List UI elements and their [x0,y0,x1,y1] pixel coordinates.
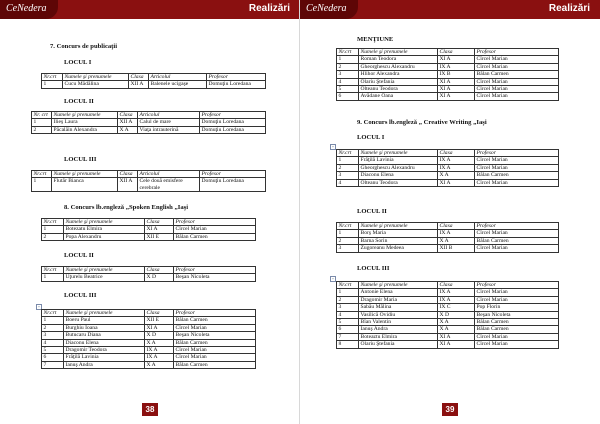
table-cell: Bălan Carmen [475,237,559,244]
table-cell: Bălan Carmen [475,71,559,78]
table-row [337,326,559,333]
table-cell: 6 [42,354,64,361]
results-table [41,73,266,89]
table-cell: Cîrcel Marian [475,341,559,348]
table-cell: XII E [145,317,174,324]
brand-logo [300,0,358,19]
table-cell: Cîrcel Marian [475,78,559,85]
table-row [32,126,266,133]
table-cell: IX A [438,289,475,296]
table-cell: IX B [438,71,475,78]
table-cell: Cîrcel Marian [475,86,559,93]
table-row [337,71,559,78]
table-cell: Cîrcel Marian [475,296,559,303]
table-cell: XII A [118,178,138,192]
table-cell: 1 [337,230,359,237]
table-cell: Bălan Carmen [174,233,256,240]
column-header: Nr. crt [32,112,52,119]
table-cell: Bîan Valentin [359,319,438,326]
results-table [31,170,266,192]
table-header-row [32,112,266,119]
table-cell: Bălan Carmen [475,319,559,326]
table-header-row [42,219,256,226]
table-cell: X A [145,361,174,368]
table-cell: X D [145,274,174,281]
table-cell: Frăţilă Lavinia [359,157,438,164]
table-cell: Ilieş Laura [52,119,118,126]
table-cell: Cîrcel Marian [475,333,559,340]
table-cell: IX C [438,304,475,311]
table-row [337,86,559,93]
table-cell: IX A [438,296,475,303]
table-cell: Cîrcel Marian [475,157,559,164]
table-cell: Cîrcel Marian [475,245,559,252]
left-page-header [0,0,300,19]
table-cell: 3 [337,172,359,179]
table-cell: XI A [438,86,475,93]
results-table [336,149,559,187]
table-cell: 2 [337,63,359,70]
table-cell: Dragomir Teodora [64,347,145,354]
table-cell: Domuţiu Loredana [200,178,266,192]
table-cell: Cîrcel Marian [475,289,559,296]
table-cell: XII B [438,245,475,252]
column-header: Articolul [138,171,200,178]
table-cell: XI A [438,78,475,85]
table-cell: 1 [337,56,359,63]
results-table [41,218,256,241]
column-header: Numele şi prenumele [359,150,438,157]
column-header: Profesor [200,112,266,119]
table-cell: Borş Maria [359,230,438,237]
table-cell: Zugoreanu Medeea [359,245,438,252]
table-heading: LOCUL III [64,292,97,299]
column-header: Clasa [118,112,138,119]
table-cell: Cîrcel Marian [475,93,559,100]
table-cell: 2 [42,324,64,331]
table-cell: IX A [145,354,174,361]
table-cell: Antonie Elena [359,289,438,296]
table-row [337,78,559,85]
table-header-row [32,171,266,178]
table-cell: XI A [438,333,475,340]
table-row [42,226,256,233]
column-header: Nr.crt [42,267,64,274]
column-header: Profesor [475,223,559,230]
table-cell: Beşan Nicoleta [475,311,559,318]
column-header: Numele şi prenumele [52,112,118,119]
table-cell: X D [438,311,475,318]
table-row [42,347,256,354]
table-cell: Frăţilă Lavinia [64,354,145,361]
column-header: Clasa [438,150,475,157]
table-cell: 2 [32,126,52,133]
table-header-row [337,282,559,289]
column-header: Profesor [207,74,266,81]
table-cell: 3 [337,304,359,311]
table-row [337,93,559,100]
column-header: Profesor [174,219,256,226]
right-page-header [300,0,600,19]
table-row [42,324,256,331]
results-table [336,222,559,253]
table-row [337,319,559,326]
column-header: Clasa [145,219,174,226]
table-cell: Vasilică Ovidiu [359,311,438,318]
table-row [337,164,559,171]
table-row [337,157,559,164]
table-cell: XI A [145,324,174,331]
table-cell: 2 [337,237,359,244]
table-row [337,56,559,63]
table-cell: X A [438,237,475,244]
brand-logo [0,0,58,19]
results-table [41,309,256,369]
section-title: 9. Concurs lb.engleză „ Creative Writing „Iaşi [357,119,487,126]
table-heading: LOCUL III [357,265,390,272]
column-header: Clasa [145,310,174,317]
table-row [337,172,559,179]
section-title: 7. Concurs de publicaţii [50,43,118,50]
table-cell: 2 [42,233,64,240]
table-row [42,339,256,346]
table-cell: Gheorghescu Alexandru [359,63,438,70]
table-cell: Cîrcel Marian [174,324,256,331]
table-cell: Olteanu Teodora [359,179,438,186]
table-anchor-icon: + [36,304,42,310]
table-cell: Cîrcel Marian [475,164,559,171]
table-cell: X A [145,339,174,346]
table-cell: 3 [42,332,64,339]
table-cell: Gheorghescu Alexandru [359,164,438,171]
column-header: Nr.crt [32,171,52,178]
table-cell: Roman Teodora [359,56,438,63]
table-row [337,179,559,186]
column-header: Clasa [438,49,475,56]
table-cell: Păcalăin Alexandra [52,126,118,133]
table-cell: Balenele ucigaşe [149,81,207,88]
table-cell: XII A [118,119,138,126]
table-cell: 1 [42,81,63,88]
table-row [337,289,559,296]
table-cell: 5 [337,86,359,93]
table-cell: Cîrcel Marian [174,347,256,354]
table-cell: Pop Florin [475,304,559,311]
brand-logo-text: CeNedera [306,3,347,14]
column-header: Numele şi prenumele [359,223,438,230]
table-cell: Botezatu Elmira [64,226,145,233]
table-cell: Dragomir Maria [359,296,438,303]
table-cell: Cucu Mădălina [63,81,129,88]
table-cell: X A [438,326,475,333]
column-header: Profesor [174,267,256,274]
column-header: Profesor [475,49,559,56]
table-row [42,81,266,88]
column-header: Clasa [438,223,475,230]
header-title: Realizări [548,3,590,14]
column-header: Profesor [475,282,559,289]
table-cell: Ianuş Andra [359,326,438,333]
column-header: Clasa [145,267,174,274]
table-heading: LOCUL III [64,156,97,163]
results-table [336,48,559,101]
table-cell: Cîrcel Marian [475,179,559,186]
column-header: Profesor [475,150,559,157]
table-cell: Bălan Carmen [174,317,256,324]
table-cell: Domuţiu Loredana [200,126,266,133]
results-table [31,111,266,134]
column-header: Nr.crt [337,150,359,157]
table-cell: 3 [337,71,359,78]
table-cell: Cîrcel Marian [174,226,256,233]
table-row [32,119,266,126]
column-header: Clasa [118,171,138,178]
table-cell: 2 [337,296,359,303]
table-cell: Olteanu Teodora [359,86,438,93]
table-cell: Calul de mare [138,119,200,126]
table-cell: XI A [438,179,475,186]
table-header-row [42,74,266,81]
table-cell: Uţurelu Beatrice [64,274,145,281]
table-cell: Bălan Carmen [174,339,256,346]
table-header-row [42,267,256,274]
column-header: Nr.crt [42,74,63,81]
page-number: 38 [142,403,158,416]
table-cell: Hlihor Alexandra [359,71,438,78]
table-cell: Beşan Nicoleta [174,274,256,281]
table-cell: 7 [42,361,64,368]
right-page [300,0,600,424]
table-cell: Sabău Mălina [359,304,438,311]
results-table [336,281,559,349]
table-cell: Burghiu Ioana [64,324,145,331]
table-cell: X A [118,126,138,133]
table-cell: IX A [438,230,475,237]
table-header-row [337,223,559,230]
table-cell: 2 [337,164,359,171]
table-cell: Butucaru Diana [64,332,145,339]
table-cell: Diaconu Elena [64,339,145,346]
table-cell: 1 [42,274,64,281]
table-cell: Barna Sorin [359,237,438,244]
table-cell: 4 [337,78,359,85]
table-cell: Beşan Nicoleta [174,332,256,339]
page-number: 39 [442,403,458,416]
table-cell: 3 [337,245,359,252]
table-cell: 7 [337,333,359,340]
column-header: Nr.crt [337,282,359,289]
table-cell: XII E [145,233,174,240]
table-cell: 8 [337,341,359,348]
table-cell: IX A [438,164,475,171]
table-cell: IX A [145,347,174,354]
table-row [337,296,559,303]
table-cell: 1 [337,289,359,296]
column-header: Clasa [129,74,149,81]
table-cell: Bălan Carmen [174,361,256,368]
table-header-row [337,49,559,56]
table-row [42,274,256,281]
table-heading: LOCUL I [64,59,92,66]
column-header: Nr.crt [337,49,359,56]
table-cell: Cîrcel Marian [475,230,559,237]
table-cell: X D [145,332,174,339]
table-cell: Ianuş Andra [64,361,145,368]
column-header: Profesor [174,310,256,317]
table-cell: XI A [438,93,475,100]
results-table [41,266,256,282]
table-row [42,354,256,361]
table-heading: MENŢIUNE [357,36,394,43]
table-cell: 6 [337,93,359,100]
brand-logo-text: CeNedera [6,3,47,14]
table-row [42,233,256,240]
table-heading: LOCUL II [64,252,94,259]
table-row [42,361,256,368]
table-row [337,333,559,340]
table-anchor-icon: + [330,144,336,150]
table-cell: Viaţa intrauterină [138,126,200,133]
column-header: Nr.crt [42,310,64,317]
table-heading: LOCUL II [64,98,94,105]
column-header: Nr.crt [337,223,359,230]
table-cell: Flutăr Bianca [52,178,118,192]
table-cell: 6 [337,326,359,333]
table-cell: Popa Alexandru [64,233,145,240]
table-cell: Cele două emisfere cerebrale [138,178,200,192]
table-cell: X A [438,319,475,326]
table-cell: XI A [438,56,475,63]
column-header: Numele şi prenumele [64,310,145,317]
table-cell: Avădane Oana [359,93,438,100]
table-cell: 1 [42,317,64,324]
table-row [337,311,559,318]
table-row [337,237,559,244]
table-cell: Domuţiu Loredana [200,119,266,126]
table-row [32,178,266,192]
column-header: Numele şi prenumele [64,267,145,274]
table-row [42,317,256,324]
table-cell: IX A [438,63,475,70]
table-cell: Bălan Carmen [475,172,559,179]
table-cell: 1 [42,226,64,233]
table-anchor-icon: + [330,276,336,282]
table-cell: Bălan Carmen [475,326,559,333]
table-cell: Cîrcel Marian [475,63,559,70]
table-cell: 4 [42,339,64,346]
table-cell: Olariu Ştefania [359,78,438,85]
section-title: 8. Concurs lb.engleză „Spoken English „Iaşi [64,204,189,211]
column-header: Numele şi prenumele [359,282,438,289]
table-cell: XII A [129,81,149,88]
table-row [337,341,559,348]
column-header: Articolul [138,112,200,119]
table-row [337,304,559,311]
column-header: Numele şi prenumele [359,49,438,56]
table-cell: Domuţiu Loredana [207,81,266,88]
table-cell: Boteaztu Elmira [359,333,438,340]
table-heading: LOCUL I [357,134,385,141]
table-header-row [42,310,256,317]
table-heading: LOCUL II [357,208,387,215]
header-title: Realizări [248,3,290,14]
table-row [337,63,559,70]
table-cell: Olariu Ştefania [359,341,438,348]
table-cell: X A [438,172,475,179]
table-cell: 5 [42,347,64,354]
table-cell: Cîrcel Marian [174,354,256,361]
table-row [337,230,559,237]
column-header: Nr.crt [42,219,64,226]
table-cell: 5 [337,319,359,326]
table-cell: XI A [438,341,475,348]
table-cell: Cîrcel Marian [475,56,559,63]
table-header-row [337,150,559,157]
column-header: Numele şi prenumele [63,74,129,81]
table-cell: 1 [32,119,52,126]
table-cell: 1 [337,157,359,164]
column-header: Numele şi prenumele [52,171,118,178]
table-cell: XI A [145,226,174,233]
table-cell: 4 [337,179,359,186]
table-cell: Boeru Paul [64,317,145,324]
table-row [42,332,256,339]
table-cell: IX A [438,157,475,164]
column-header: Numele şi prenumele [64,219,145,226]
column-header: Clasa [438,282,475,289]
table-cell: 1 [32,178,52,192]
table-cell: Diaconu Elena [359,172,438,179]
column-header: Articolul [149,74,207,81]
table-cell: 4 [337,311,359,318]
table-row [337,245,559,252]
column-header: Profesor [200,171,266,178]
